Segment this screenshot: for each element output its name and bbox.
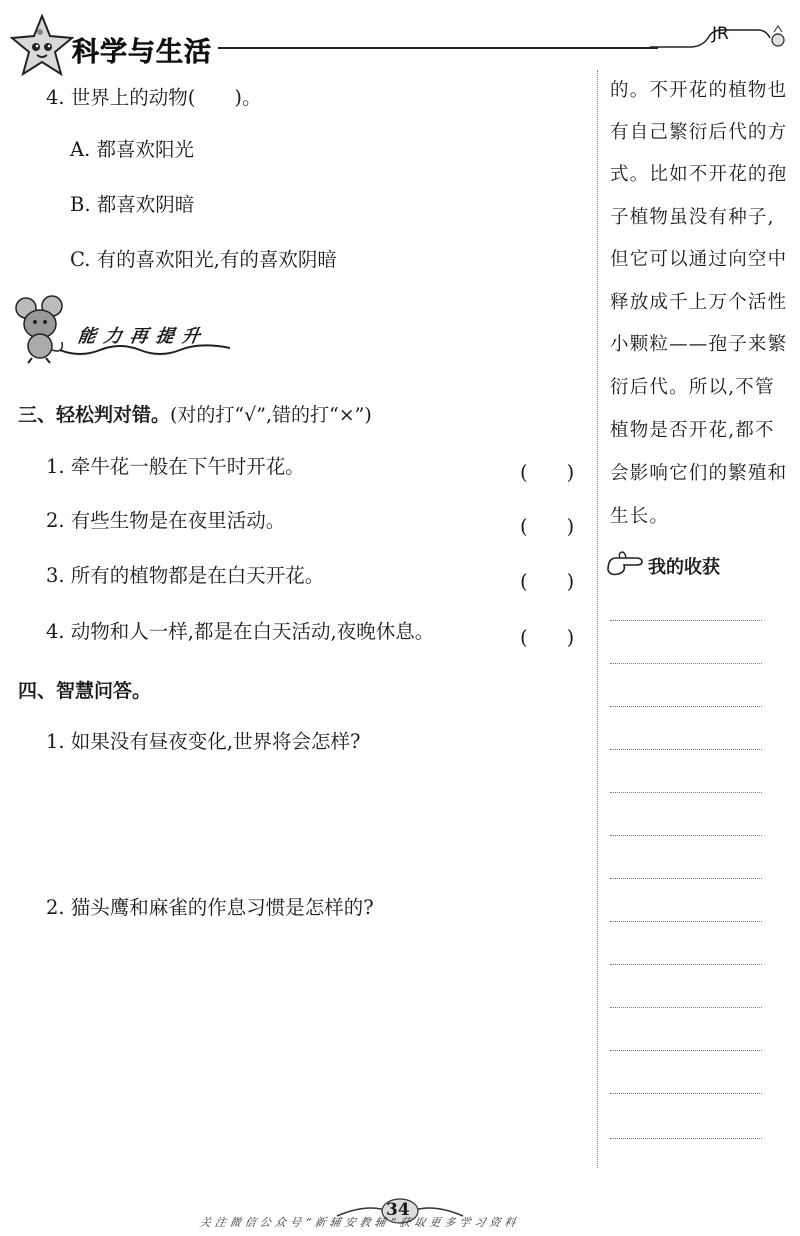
section-4-title: 四、智慧问答。 xyxy=(18,680,152,702)
sidebar-line: 释放成千上万个活性 xyxy=(610,292,788,313)
answer-line[interactable] xyxy=(610,835,762,836)
answer-line[interactable] xyxy=(610,878,762,879)
page-header xyxy=(0,0,800,80)
answer-line[interactable] xyxy=(610,663,762,664)
grade-code: JR xyxy=(712,24,729,44)
sidebar-line: 小颗粒——孢子来繁 xyxy=(610,334,788,355)
section-banner-text: 能力再提升 xyxy=(76,326,210,347)
answer-line[interactable] xyxy=(610,620,762,621)
sidebar-line: 有自己繁衍后代的方 xyxy=(610,122,788,143)
qa-item-1: 1. 如果没有昼夜变化,世界将会怎样? xyxy=(46,730,361,753)
judge-item-1: 1. 牵牛花一般在下午时开花。 xyxy=(46,455,305,478)
answer-line[interactable] xyxy=(610,749,762,750)
sidebar-line: 式。比如不开花的孢 xyxy=(610,164,788,185)
my-gains-label: 我的收获 xyxy=(648,557,720,578)
sidebar-line: 子植物虽没有种子, xyxy=(610,207,775,228)
answer-bracket-1[interactable]: ( ) xyxy=(520,461,575,484)
option-b: B. 都喜欢阴暗 xyxy=(70,193,195,216)
section-3-note: (对的打“√”,错的打“×”) xyxy=(170,404,372,426)
pointing-hand-icon xyxy=(606,550,646,576)
header-rule xyxy=(218,47,658,49)
sidebar-line: 但它可以通过向空中 xyxy=(610,249,788,270)
answer-line[interactable] xyxy=(610,706,762,707)
answer-line[interactable] xyxy=(610,792,762,793)
page-number: 34 xyxy=(386,1200,410,1220)
column-divider xyxy=(597,70,598,1168)
sidebar-line: 的。不开花的植物也 xyxy=(610,80,788,101)
judge-item-3: 3. 所有的植物都是在白天开花。 xyxy=(46,564,325,587)
page-title: 科学与生活 xyxy=(72,37,212,68)
sidebar-line: 会影响它们的繁殖和 xyxy=(610,463,788,484)
section-3-title xyxy=(18,400,372,427)
answer-line[interactable] xyxy=(610,1050,762,1051)
answer-bracket-2[interactable]: ( ) xyxy=(520,515,575,538)
section-3-heading: 三、轻松判对错。 xyxy=(18,404,171,426)
question-4: 4. 世界上的动物( )。 xyxy=(46,86,262,109)
star-mascot-icon xyxy=(10,14,74,78)
sidebar-line: 植物是否开花,都不 xyxy=(610,420,775,441)
answer-line[interactable] xyxy=(610,1093,762,1094)
answer-line[interactable] xyxy=(610,1138,762,1139)
answer-bracket-4[interactable]: ( ) xyxy=(520,626,575,649)
sidebar-line: 衍后代。所以,不管 xyxy=(610,377,775,398)
answer-line[interactable] xyxy=(610,921,762,922)
qa-item-2: 2. 猫头鹰和麻雀的作息习惯是怎样的? xyxy=(46,896,374,919)
sidebar-line: 生长。 xyxy=(610,506,670,527)
option-c: C. 有的喜欢阳光,有的喜欢阴暗 xyxy=(70,248,337,271)
judge-item-4: 4. 动物和人一样,都是在白天活动,夜晚休息。 xyxy=(46,620,435,643)
footer-note: 关注微信公众号“新辅安教辅”获取更多学习资料 xyxy=(198,1216,521,1229)
judge-item-2: 2. 有些生物是在夜里活动。 xyxy=(46,509,286,532)
answer-bracket-3[interactable]: ( ) xyxy=(520,570,575,593)
answer-line[interactable] xyxy=(610,964,762,965)
answer-line[interactable] xyxy=(610,1007,762,1008)
option-a: A. 都喜欢阳光 xyxy=(70,138,194,161)
